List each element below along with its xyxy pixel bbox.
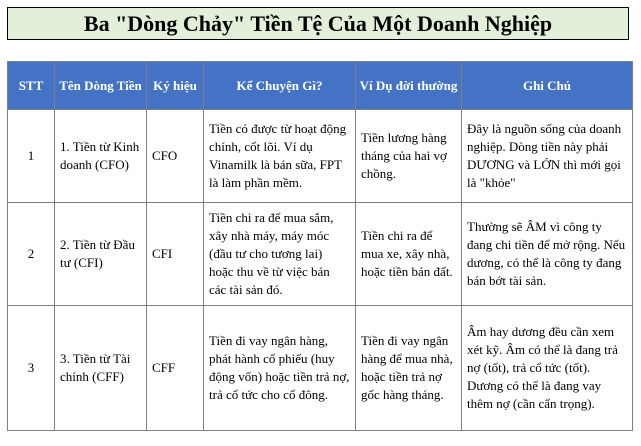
cell-note: Âm hay dương đều cần xem xét kỹ. Âm có thể là đang trả nợ (tốt), trả cổ tức (tốt). Dương có thể là đang vay thêm nợ (cần cẩn trọng). xyxy=(462,306,633,431)
cell-name: 2. Tiền từ Đầu tư (CFI) xyxy=(55,203,147,306)
header-stt: STT xyxy=(8,62,55,110)
cell-symbol: CFF xyxy=(147,306,204,431)
cell-stt: 3 xyxy=(8,306,55,431)
table-row xyxy=(8,203,633,306)
header-symbol: Ký hiệu xyxy=(147,62,204,110)
cell-note: Đây là nguồn sống của doanh nghiệp. Dòng tiền này phải DƯƠNG và LỚN thì mới gọi là "khỏe" xyxy=(462,110,633,203)
header-example: Ví Dụ đời thường xyxy=(356,62,462,110)
cell-story: Tiền có được từ hoạt động chính, cốt lõi. Ví dụ Vinamilk là bán sữa, FPT là làm phần mềm. xyxy=(204,110,356,203)
cell-note: Thường sẽ ÂM vì công ty đang chi tiền để mở rộng. Nếu dương, có thể là công ty đang bán bớt tài sản. xyxy=(462,203,633,306)
header-name: Tên Dòng Tiền xyxy=(55,62,147,110)
cash-flow-table xyxy=(7,61,633,431)
cell-stt: 1 xyxy=(8,110,55,203)
cell-example: Tiền đi vay ngân hàng để mua nhà, hoặc tiền trả nợ gốc hàng tháng. xyxy=(356,306,462,431)
page-title-text: Ba "Dòng Chảy" Tiền Tệ Của Một Doanh Nghiệp xyxy=(83,10,553,36)
cell-symbol: CFO xyxy=(147,110,204,203)
table-header-row xyxy=(8,62,633,110)
page-title xyxy=(7,7,629,40)
header-note: Ghi Chú xyxy=(462,62,633,110)
table-row xyxy=(8,306,633,431)
cell-name: 3. Tiền từ Tài chính (CFF) xyxy=(55,306,147,431)
cell-story: Tiền đi vay ngân hàng, phát hành cổ phiếu (huy động vốn) hoặc tiền trả nợ, trả cổ tức cho cổ đông. xyxy=(204,306,356,431)
cell-example: Tiền lương hàng tháng của hai vợ chồng. xyxy=(356,110,462,203)
cell-stt: 2 xyxy=(8,203,55,306)
cell-symbol: CFI xyxy=(147,203,204,306)
cell-name: 1. Tiền từ Kinh doanh (CFO) xyxy=(55,110,147,203)
cell-example: Tiền chi ra để mua xe, xây nhà, hoặc tiền bán đất. xyxy=(356,203,462,306)
header-story: Kể Chuyện Gì? xyxy=(204,62,356,110)
table-row xyxy=(8,110,633,203)
cell-story: Tiền chi ra để mua sắm, xây nhà máy, máy móc (đầu tư cho tương lai) hoặc thu về từ việc bán các tài sản đó. xyxy=(204,203,356,306)
